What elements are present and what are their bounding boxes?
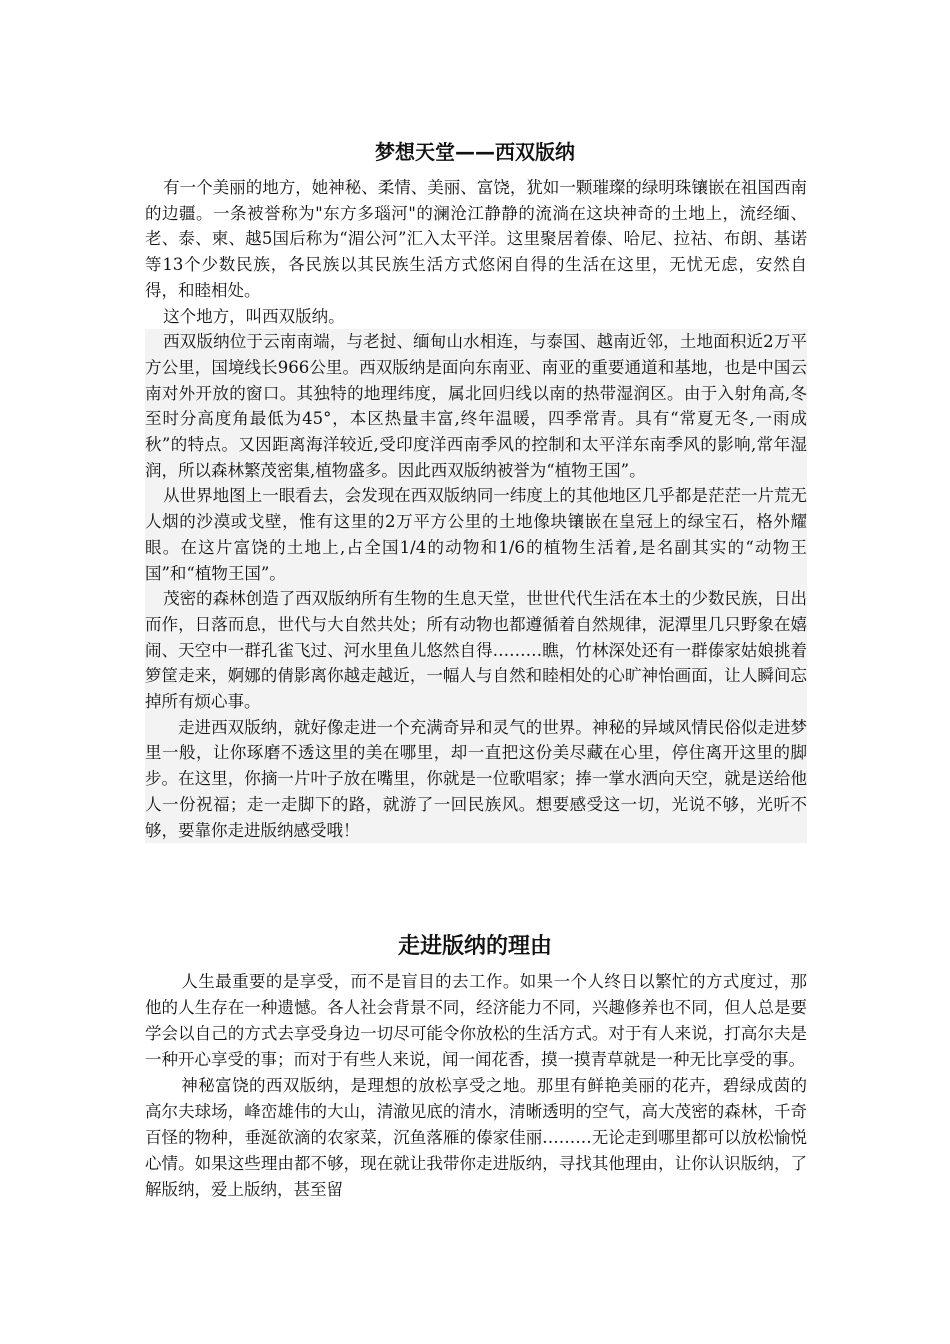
article-body-reasons: [145, 969, 807, 1203]
paragraph-walk-in: 走进西双版纳，就好像走进一个充满奇异和灵气的世界。神秘的异域风情民俗似走进梦里一般，让你琢磨不透这里的美在哪里，却一直把这份美尽藏在心里，停住离开这里的脚步。在这里，你摘一片叶子放在嘴里，你就是一位歌唱家；捧一掌水洒向天空，就是送给他人一份祝福；走一走脚下的路，就游了一回民族风。想要感受这一切，光说不够，光听不够，要靠你走进版纳感受哦！: [145, 715, 807, 844]
article-title-xishuangbanna: 梦想天堂——西双版纳: [375, 140, 575, 164]
paragraph-forest: 茂密的森林创造了西双版纳所有生物的生息天堂，世世代代生活在本土的少数民族，日出而作，日落而息，世代与大自然共处；所有动物也都遵循着自然规律，泥潭里几只野象在嬉闹、天空中一群孔雀飞过、河水里鱼儿悠然自得………瞧，竹林深处还有一群傣家姑娘挑着箩筐走来，婀娜的倩影离你越走越近，一幅人与自然和睦相处的心旷神怡画面，让人瞬间忘掉所有烦心事。: [145, 586, 807, 715]
article-body-xishuangbanna: [145, 175, 807, 843]
paragraph-place-name: 这个地方，叫西双版纳。: [163, 306, 345, 326]
paragraph-intro: 有一个美丽的地方，她神秘、柔情、美丽、富饶，犹如一颗璀璨的绿明珠镶嵌在祖国西南的边疆。一条被誉称为"东方多瑙河"的澜沧江静静的流淌在这块神奇的土地上，流经缅、老、泰、柬、越5国后称为“湄公河”汇入太平洋。这里聚居着傣、哈尼、拉祜、布朗、基诺等13个少数民族，各民族以其民族生活方式悠闲自得的生活在这里，无忧无虑，安然自得，和睦相处。: [145, 178, 807, 300]
paragraph-world-map: 从世界地图上一眼看去，会发现在西双版纳同一纬度上的其他地区几乎都是茫茫一片荒无人烟的沙漠或戈壁，惟有这里的2万平方公里的土地像块镶嵌在皇冠上的绿宝石，格外耀眼。在这片富饶的土地上,占全国1/4的动物和1/6的植物生活着,是名副其实的“动物王国”和“植物王国”。: [145, 483, 807, 586]
paragraph-geography: 西双版纳位于云南南端，与老挝、缅甸山水相连，与泰国、越南近邻，土地面积近2万平方公里，国境线长966公里。西双版纳是面向东南亚、南亚的重要通道和基地，也是中国云南对外开放的窗口。其独特的地理纬度，属北回归线以南的热带湿润区。由于入射角高,冬至时分高度角最低为45°，本区热量丰富,终年温暖，四季常青。具有“常夏无冬,一雨成秋”的特点。又因距离海洋较近,受印度洋西南季风的控制和太平洋东南季风的影响,常年湿润，所以森林繁茂密集,植物盛多。因此西双版纳被誉为“植物王国”。: [145, 329, 807, 483]
paragraph-enjoy-life: 人生最重要的是享受，而不是盲目的去工作。如果一个人终日以繁忙的方式度过，那他的人生存在一种遗憾。各人社会背景不同，经济能力不同，兴趣修养也不同，但人总是要学会以自己的方式去享受身边一切尽可能令你放松的生活方式。对于有人来说，打高尔夫是一种开心享受的事；而对于有些人来说，闻一闻花香，摸一摸青草就是一种无比享受的事。: [145, 972, 807, 1069]
paragraph-relaxation: 神秘富饶的西双版纳，是理想的放松享受之地。那里有鲜艳美丽的花卉，碧绿成茵的高尔夫球场，峰峦雄伟的大山，清澈见底的清水，清晰透明的空气，高大茂密的森林，千奇百怪的物种，垂涎欲滴的农家菜，沉鱼落雁的傣家佳丽………无论走到哪里都可以放松愉悦心情。如果这些理由都不够，现在就让我带你走进版纳，寻找其他理由，让你认识版纳，了解版纳，爱上版纳，甚至留: [145, 1076, 807, 1199]
article-title-reasons: 走进版纳的理由: [397, 934, 552, 959]
